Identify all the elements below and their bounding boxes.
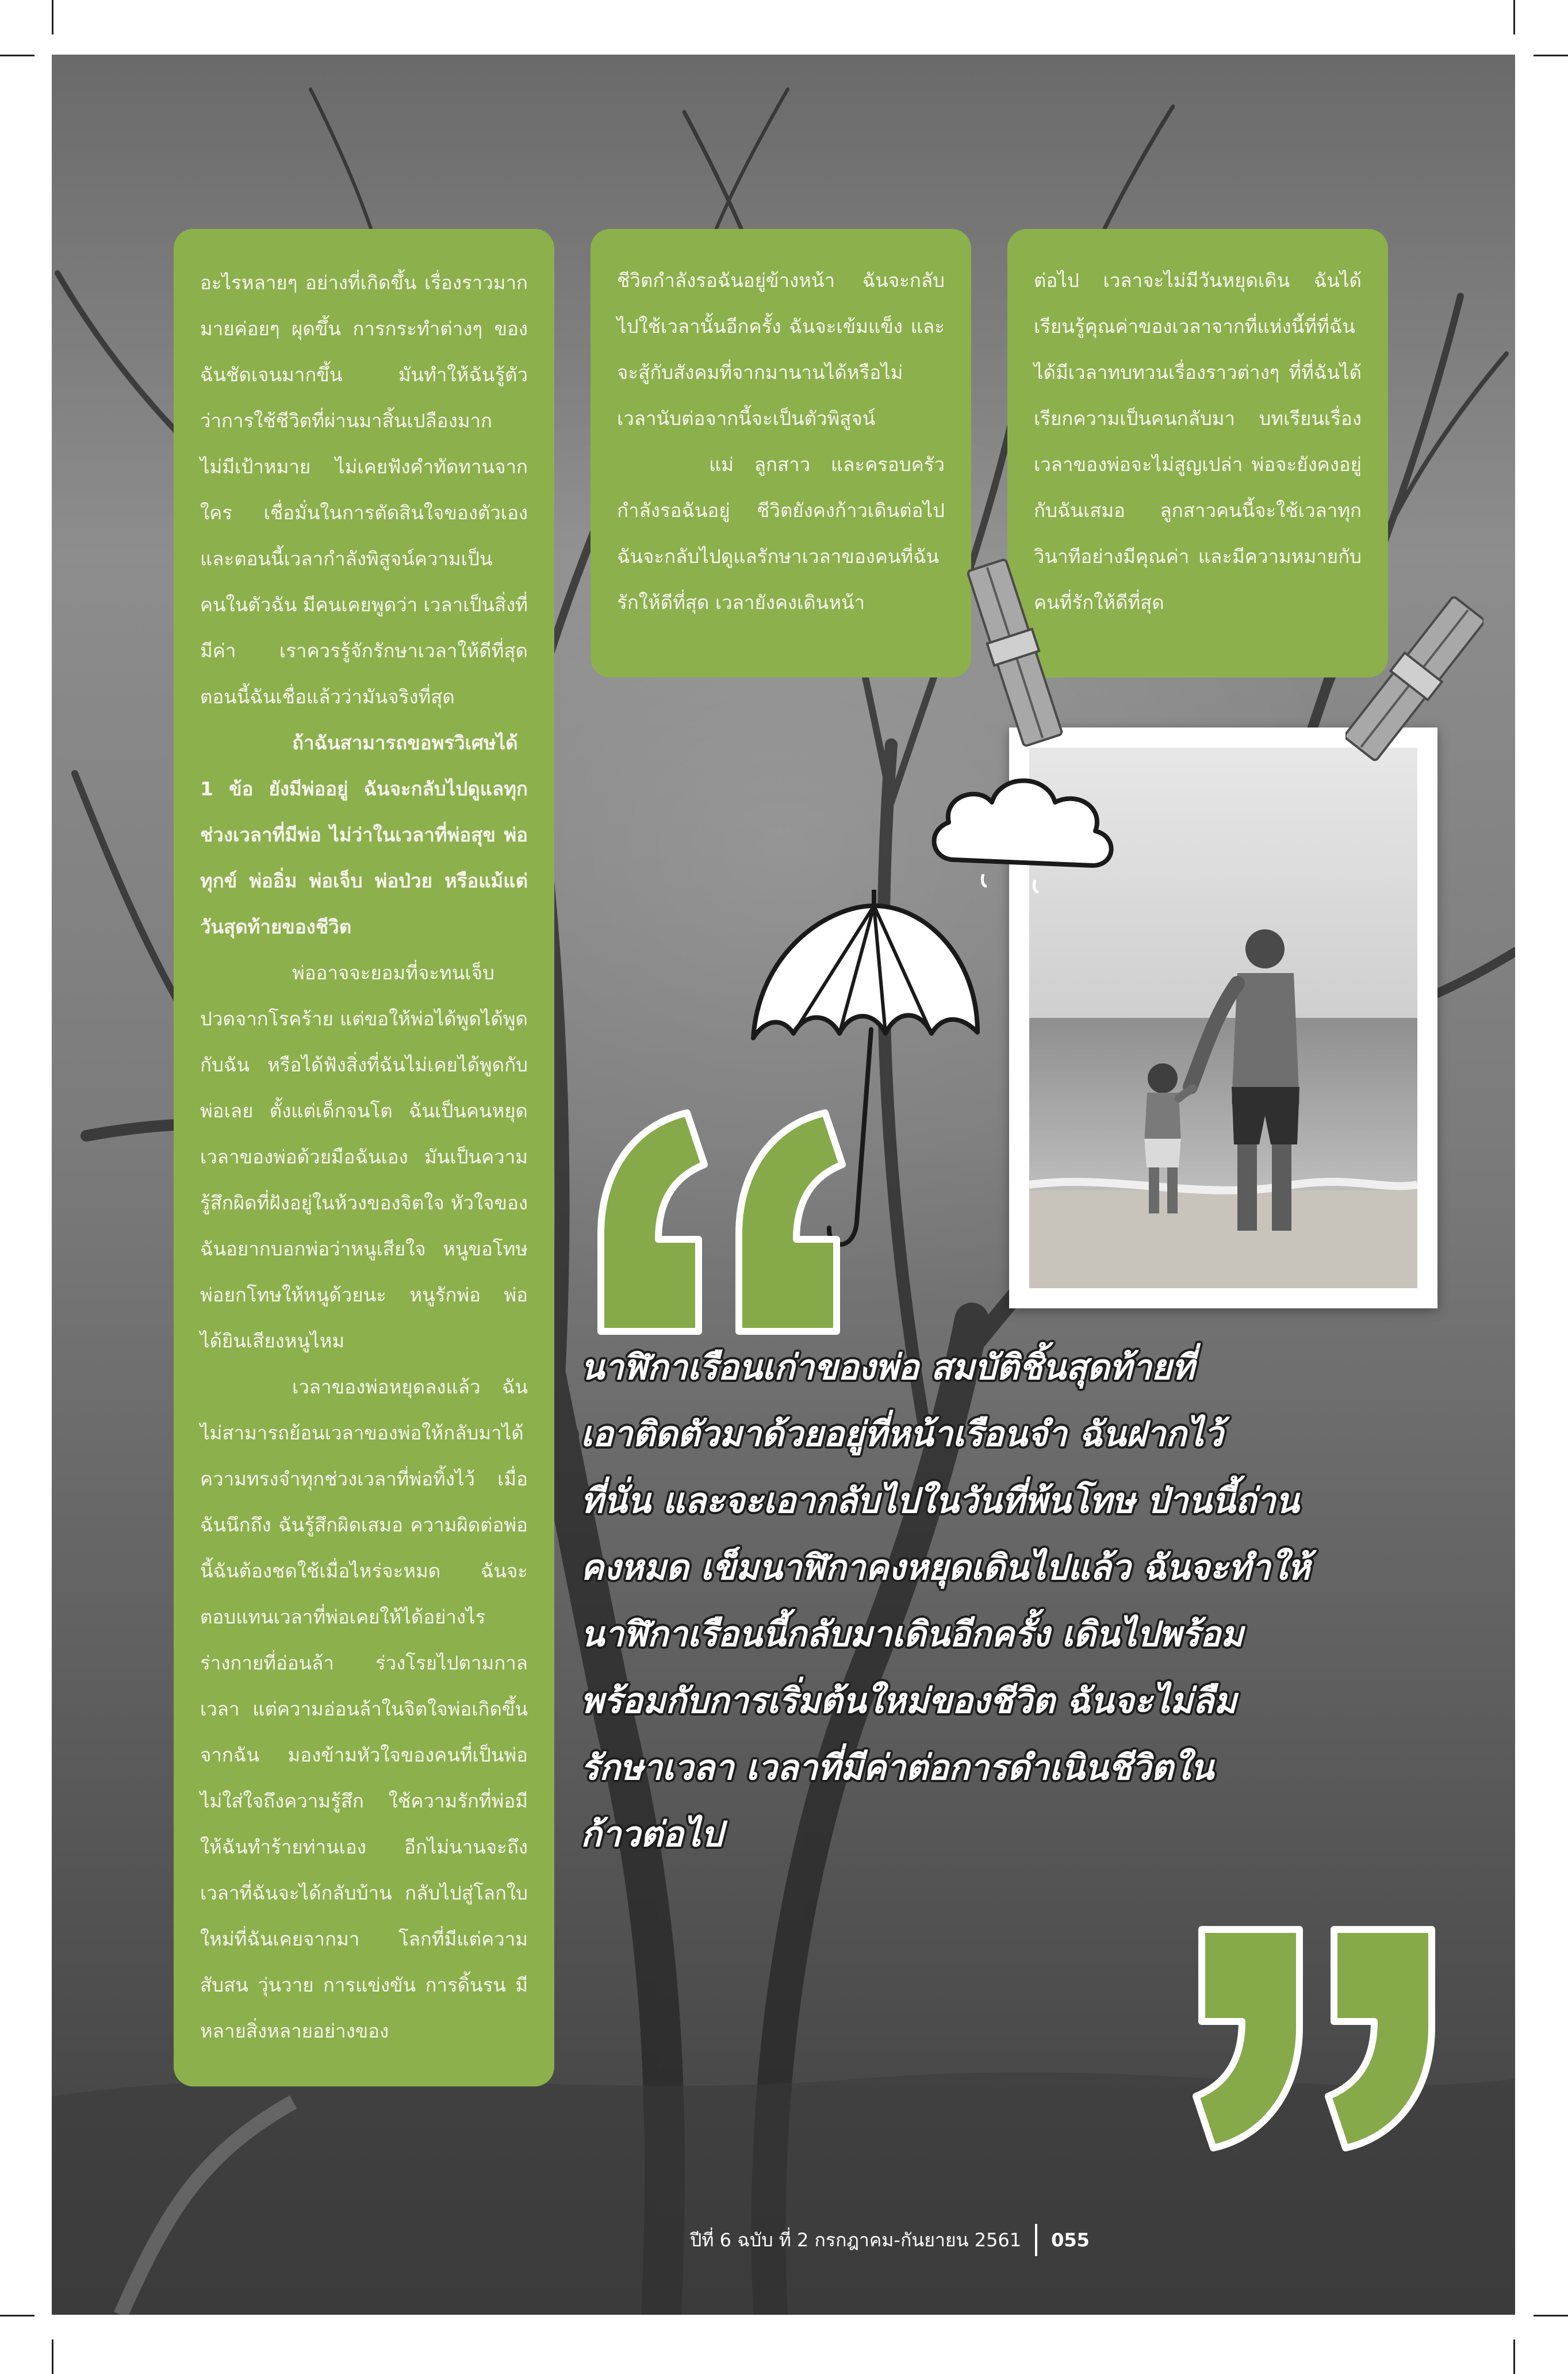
pull-quote-line: คงหมด เข็มนาฬิกาคงหยุดเดินไปแล้ว ฉันจะทำให้	[581, 1548, 1310, 1588]
text-panel-right	[1007, 229, 1388, 677]
page-number: 055	[1051, 2229, 1090, 2251]
pull-quote-line: ที่นั่น และจะเอากลับไปในวันที่พ้นโทษ ป่านนี้ถ่าน	[581, 1481, 1299, 1521]
clothespin-icon	[966, 549, 1064, 756]
paragraph: ชีวิตกำลังรอฉันอยู่ข้างหน้า ฉันจะกลับไปใช้เวลานั้นอีกครั้ง ฉันจะเข้มแข็ง และจะสู้กับสังคมที่จากมานานได้หรือไม่ เวลานับต่อจากนี้จะเป็นตัวพิสูจน์	[617, 269, 945, 430]
crop-mark	[1534, 55, 1568, 56]
crop-mark	[52, 2339, 53, 2374]
paragraph-bold: ถ้าฉันสามารถขอพรวิเศษได้ 1 ข้อ ยังมีพ่ออยู่ ฉันจะกลับไปดูแลทุกช่วงเวลาที่มีพ่อ ไม่ว่าในเวลาที่พ่อสุข พ่อทุกข์ พ่ออิ่ม พ่อเจ็บ พ่อป่วย หรือแม้แต่วันสุดท้ายของชีวิต	[200, 732, 528, 938]
pull-quote-line: รักษาเวลา เวลาที่มีค่าต่อการดำเนินชีวิตใน	[581, 1748, 1214, 1788]
cloud-icon	[920, 751, 1127, 900]
paragraph: พ่ออาจจะยอมที่จะทนเจ็บปวดจากโรคร้าย แต่ขอให้พ่อได้พูดได้พูดกับฉัน หรือได้ฟังสิ่งที่ฉันไม่เคยได้พูดกับพ่อเลย ตั้งแต่เด็กจนโต ฉันเป็นคนหยุดเวลาของพ่อด้วยมือฉันเอง มันเป็นความรู้สึกผิดที่ฝังอยู่ในห้วงของจิตใจ หัวใจของฉันอยากบอกพ่อว่าหนูเสียใจ หนูขอโทษ พ่อยกโทษให้หนูด้วยนะ หนูรักพ่อ พ่อได้ยินเสียงหนูไหม	[200, 962, 528, 1352]
paragraph: ต่อไป เวลาจะไม่มีวันหยุดเดิน ฉันได้เรียนรู้คุณค่าของเวลาจากที่แห่งนี้ที่ที่ฉันได้มีเวลาทบทวนเรื่องราวต่างๆ ที่ที่ฉันได้เรียกความเป็นคนกลับมา บทเรียนเรื่องเวลาของพ่อจะไม่สูญเปล่า พ่อจะยังคงอยู่กับฉันเสมอ ลูกสาวคนนี้จะใช้เวลาทุกวินาทีอย่างมีคุณค่า และมีความหมายกับคนที่รักให้ดีที่สุด	[1034, 269, 1362, 614]
text-panel-middle	[591, 229, 971, 677]
crop-mark	[1513, 2339, 1515, 2374]
page-footer	[690, 2223, 1090, 2257]
text-panel-left	[174, 229, 554, 2086]
close-quote-mark	[1179, 1918, 1449, 2159]
magazine-page	[52, 55, 1515, 2315]
paragraph: เวลาของพ่อหยุดลงแล้ว ฉันไม่สามารถย้อนเวลาของพ่อให้กลับมาได้ ความทรงจำทุกช่วงเวลาที่พ่อทิ้งไว้ เมื่อฉันนึกถึง ฉันรู้สึกผิดเสมอ ความผิดต่อพ่อนี้ฉันต้องชดใช้เมื่อไหร่จะหมด ฉันจะตอบแทนเวลาที่พ่อเคยให้ได้อย่างไร ร่างกายที่อ่อนล้า ร่วงโรยไปตามกาลเวลา แต่ความอ่อนล้าในจิตใจพ่อเกิดขึ้นจากฉัน มองข้ามหัวใจของคนที่เป็นพ่อ ไม่ใส่ใจถึงความรู้สึก ใช้ความรักที่พ่อมีให้ฉันทำร้ายท่านเอง อีกไม่นานจะถึงเวลาที่ฉันจะได้กลับบ้าน กลับไปสู่โลกใบใหม่ที่ฉันเคยจากมา โลกที่มีแต่ความสับสน วุ่นวาย การแข่งขัน การดิ้นรน มีหลายสิ่งหลายอย่างของ	[200, 1376, 528, 2042]
paragraph: แม่ ลูกสาว และครอบครัวกำลังรอฉันอยู่ ชีวิตยังคงก้าวเดินต่อไป ฉันจะกลับไปดูแลรักษาเวลาของคนที่ฉันรักให้ดีที่สุด เวลายังคงเดินหน้า	[617, 453, 945, 614]
footer-divider	[1035, 2224, 1037, 2256]
crop-mark	[1534, 2315, 1568, 2316]
pull-quote-line: นาฬิกาเรือนนี้กลับมาเดินอีกครั้ง เดินไปพร้อม	[581, 1614, 1244, 1655]
pull-quote-line: นาฬิกาเรือนเก่าของพ่อ สมบัติชิ้นสุดท้ายที่	[581, 1347, 1195, 1388]
pull-quote-line: พร้อมกับการเริ่มต้นใหม่ของชีวิต ฉันจะไม่ลืม	[581, 1681, 1237, 1721]
pull-quote-line: ก้าวต่อไป	[581, 1814, 723, 1855]
pull-quote	[581, 1334, 1501, 1868]
clothespin-icon	[1345, 584, 1483, 774]
paragraph: อะไรหลายๆ อย่างที่เกิดขึ้น เรื่องราวมากมายค่อยๆ ผุดขึ้น การกระทำต่างๆ ของฉันชัดเจนมากขึ้น มันทำให้ฉันรู้ตัวว่าการใช้ชีวิตที่ผ่านมาสิ้นเปลืองมาก ไม่มีเป้าหมาย ไม่เคยฟังคำทัดทานจากใคร เชื่อมั่นในการตัดสินใจของตัวเอง และตอนนี้เวลากำลังพิสูจน์ความเป็นคนในตัวฉัน มีคนเคยพูดว่า เวลาเป็นสิ่งที่มีค่า เราควรรู้จักรักษาเวลาให้ดีที่สุด ตอนนี้ฉันเชื่อแล้วว่ามันจริงที่สุด	[200, 271, 528, 708]
crop-mark	[0, 55, 34, 56]
issue-info: ปีที่ 6 ฉบับ ที่ 2 กรกฎาคม-กันยายน 2561	[690, 2229, 1022, 2251]
open-quote-mark	[589, 1101, 860, 1343]
crop-mark	[52, 0, 53, 35]
crop-mark	[1513, 0, 1515, 35]
pull-quote-line: เอาติดตัวมาด้วยอยู่ที่หน้าเรือนจำ ฉันฝากไว้	[581, 1414, 1224, 1454]
crop-mark	[0, 2315, 34, 2316]
